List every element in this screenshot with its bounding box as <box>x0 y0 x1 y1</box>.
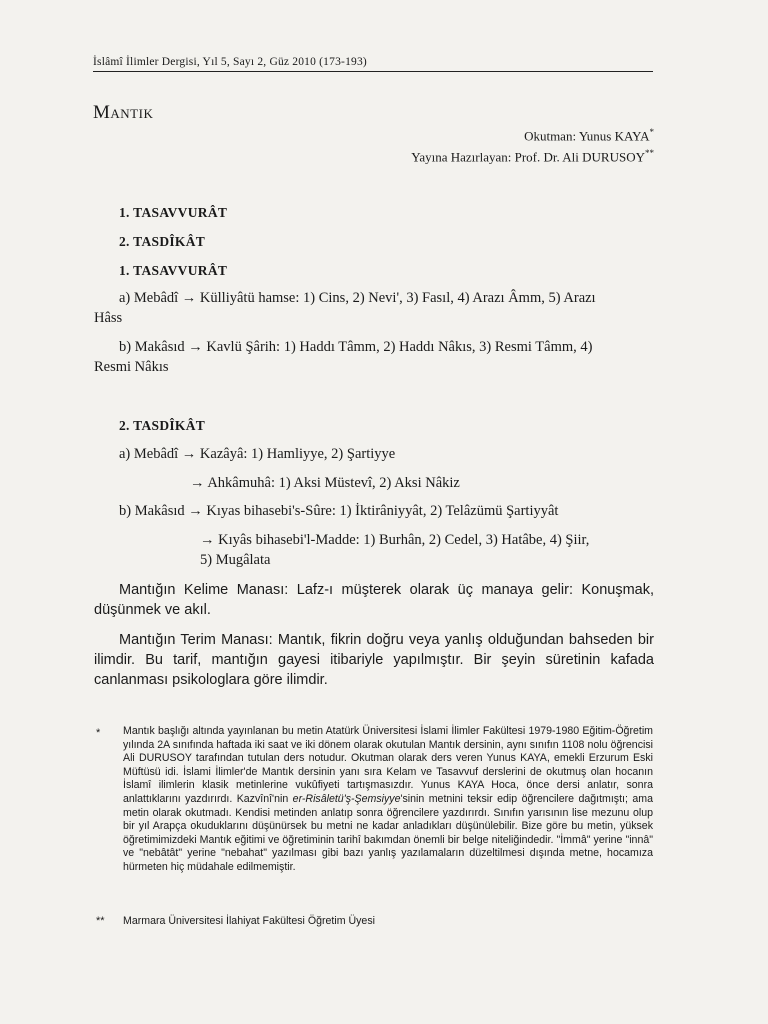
footnote-1 <box>123 725 653 875</box>
term-meaning-paragraph: Mantığın Terim Manası: Mantık, fikrin doğru veya yanlış olduğundan bahseden bir ilimdir. Bu tarif, mantığın gayesi itibariyle yapılmıştır. Bir şeyin süretinin kafada canlanması psikologlara göre ilimdir. <box>94 632 654 688</box>
section-heading-tasavvurat: 1. TASAVVURÂT <box>119 263 228 278</box>
editor-name: Yayına Hazırlayan: Prof. Dr. Ali DURUSOY <box>411 149 645 165</box>
running-head: İslâmî İlimler Dergisi, Yıl 5, Sayı 2, Güz 2010 (173-193) <box>93 56 367 68</box>
section-heading-tasdikat: 2. TASDÎKÂT <box>119 418 206 433</box>
tasavvurat-a-line1: a) Mebâdî → Külliyâtü hamse: 1) Cins, 2) Nevi', 3) Fasıl, 4) Arazı Âmm, 5) Arazı <box>119 290 596 306</box>
footnote-mark-2: ** <box>96 915 105 927</box>
footnote-mark-1: * <box>96 727 101 739</box>
outline-heading-1: 1. TASAVVURÂT <box>119 205 228 220</box>
footnote-1-text-a: Mantık başlığı altında yayınlanan bu metin Atatürk Üniversitesi İslami İlimler Fakültesi 1979-1980 Eğitim-Öğretim yılında 2A sınıfında haftada iki saat ve iki dönem olarak okutulan Mantık dersinin, aynı sınıfın 1108 nolu öğrencisi Ali DURUSOY tarafından tutulan ders notudur. Okutman olarak ders veren Yunus KAYA, emekli Erzurum Eski Müftüsü idi. İslami İlimler'de Mantık dersinin yanı sıra Kelam ve Tasavvuf derslerini de okutmuş olan hocanın İslamî ilimlerin klasik metinlerine vukûfiyeti tartışmasızdır. Yunus KAYA Hoca, önce dersi anlatır, sonra anlattıklarını yazdırırdı. Kazvînî'nin <box>123 725 653 805</box>
word-meaning-paragraph: Mantığın Kelime Manası: Lafz-ı müşterek olarak üç manaya gelir: Konuşmak, düşünmek ve akıl. <box>94 582 654 618</box>
tasdikat-b-line3: 5) Mugâlata <box>200 552 271 568</box>
reader-name: Okutman: Yunus KAYA <box>524 128 650 144</box>
tasdikat-a-line1: a) Mebâdî → Kazâyâ: 1) Hamliyye, 2) Şartiyye <box>119 446 396 462</box>
tasdikat-b-line1: b) Makâsıd → Kıyas bihasebi's-Sûre: 1) İktirâniyyât, 2) Telâzümü Şartiyyât <box>119 503 559 519</box>
article-title: Mantık <box>93 102 154 123</box>
tasavvurat-a-line2: Hâss <box>94 310 123 326</box>
footnote-1-book-title: er-Risâletü'ş-Şemsiyye <box>292 792 401 805</box>
reader-footnote-mark: * <box>649 127 654 137</box>
tasdikat-a-line2: → Ahkâmuhâ: 1) Aksi Müstevî, 2) Aksi Nâkiz <box>190 475 460 491</box>
editor-credit <box>411 148 654 165</box>
tasavvurat-b-line1: b) Makâsıd → Kavlü Şârih: 1) Haddı Tâmm, 2) Haddı Nâkıs, 3) Resmi Tâmm, 4) <box>119 339 593 355</box>
footnote-1-text-b: 'sinin metnini teksir edip öğrencilere dağıtmıştı; ama metin olarak okutmadı. Kendisi metinden anlatıp sonra öğrencilere yazdırırdı. Sınıfın yarısının lise mezunu olup bir yıl Arapça okuduklarını düşünürsek bu metni ne kadar anladıkları düşünülebilir. Bize göre bu metin, yüksek öğretimimizdeki Mantık eğitimi ve öğretiminin tarihî bakımdan önemli bir belge niteliğindedir. "İmmâ" yerine "innâ" ve "nebâtât" yerine "nebahat" yazılması gibi bazı yanlış yazılamaların düzeltilmesi dışında metne, hocamıza hürmeten hiç müdahale edilmemiştir. <box>123 792 653 873</box>
footnote-2: Marmara Üniversitesi İlahiyat Fakültesi Öğretim Üyesi <box>123 915 375 927</box>
header-rule <box>93 71 653 72</box>
outline-heading-2: 2. TASDÎKÂT <box>119 234 206 249</box>
tasdikat-b-line2: → Kıyâs bihasebi'l-Madde: 1) Burhân, 2) Cedel, 3) Hatâbe, 4) Şiir, <box>200 532 590 548</box>
tasavvurat-b-line2: Resmi Nâkıs <box>94 359 169 375</box>
reader-credit <box>524 127 654 144</box>
editor-footnote-mark: ** <box>645 148 654 158</box>
